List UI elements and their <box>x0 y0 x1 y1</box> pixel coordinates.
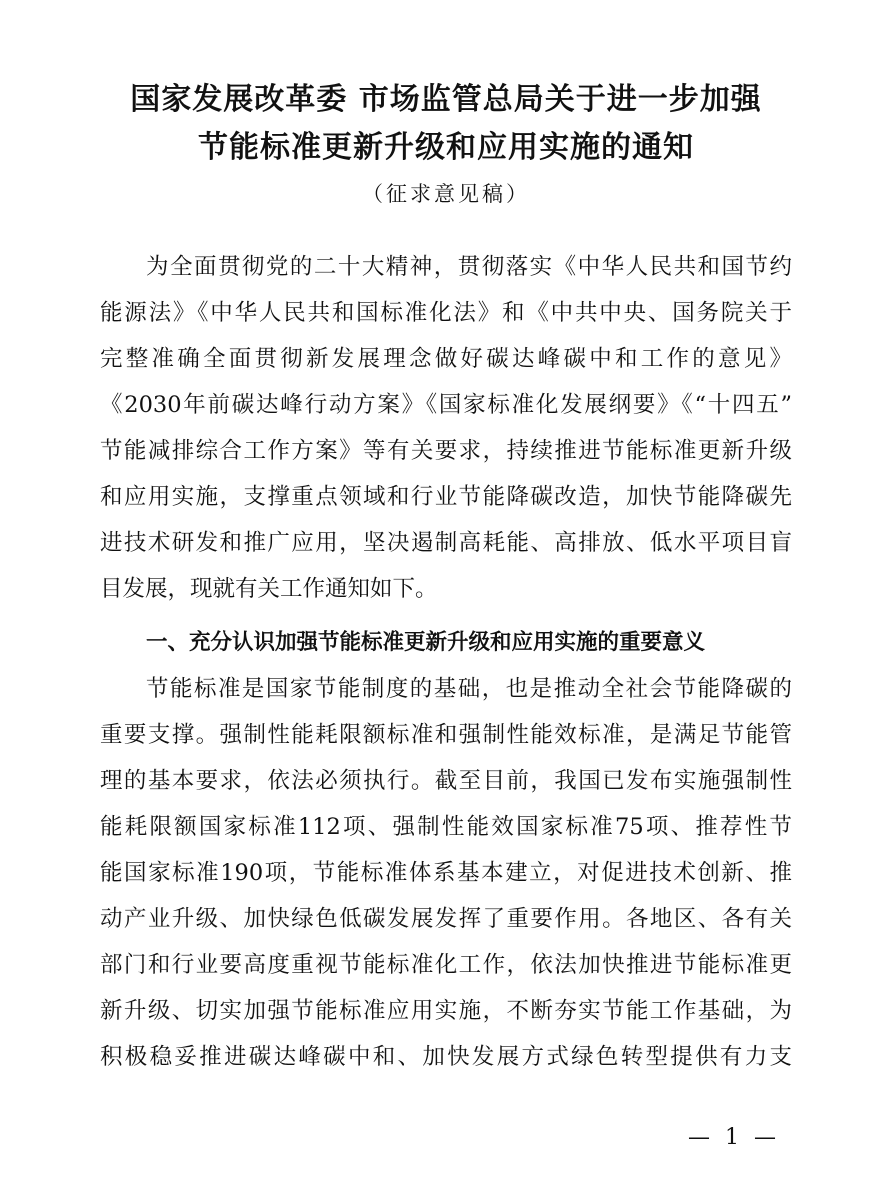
paragraph-line: 进技术研发和推广应用，坚决遏制高耗能、高排放、低水平项目盲 <box>100 530 792 556</box>
paragraph-line: 新升级、切实加强节能标准应用实施，不断夯实节能工作基础，为 <box>100 998 792 1024</box>
paragraph-line: 节能标准是国家节能制度的基础，也是推动全社会节能降碳的 <box>146 676 792 702</box>
section-heading-1: 一、充分认识加强节能标准更新升级和应用实施的重要意义 <box>146 630 706 655</box>
paragraph-line: 节能减排综合工作方案》等有关要求，持续推进节能标准更新升级 <box>100 438 792 464</box>
document-subtitle: （征求意见稿） <box>362 182 530 206</box>
paragraph-line: 能源法》《中华人民共和国标准化法》和《中共中央、国务院关于 <box>100 300 792 326</box>
paragraph-line: 目发展，现就有关工作通知如下。 <box>100 576 438 602</box>
paragraph-line: 重要支撑。强制性能耗限额标准和强制性能效标准，是满足节能管 <box>100 722 792 748</box>
paragraph-line: 理的基本要求，依法必须执行。截至目前，我国已发布实施强制性 <box>100 768 792 794</box>
page-number: — 1 — <box>688 1125 780 1150</box>
paragraph-line: 完整准确全面贯彻新发展理念做好碳达峰碳中和工作的意见》 <box>100 346 792 372</box>
paragraph-line: 积极稳妥推进碳达峰碳中和、加快发展方式绿色转型提供有力支 <box>100 1044 792 1070</box>
paragraph-section1 <box>100 666 792 1080</box>
paragraph-line: 能耗限额国家标准112项、强制性能效国家标准75项、推荐性节 <box>100 814 792 840</box>
paragraph-line: 《2030年前碳达峰行动方案》《国家标准化发展纲要》《“十四五” <box>100 392 792 418</box>
document-title-line2: 节能标准更新升级和应用实施的通知 <box>198 130 694 165</box>
paragraph-line: 和应用实施，支撑重点领域和行业节能降碳改造，加快节能降碳先 <box>100 484 792 510</box>
paragraph-line: 部门和行业要高度重视节能标准化工作，依法加快推进节能标准更 <box>100 952 792 978</box>
paragraph-line: 为全面贯彻党的二十大精神，贯彻落实《中华人民共和国节约 <box>146 254 792 280</box>
paragraph-intro <box>100 244 792 612</box>
paragraph-line: 动产业升级、加快绿色低碳发展发挥了重要作用。各地区、各有关 <box>100 906 792 932</box>
paragraph-line: 能国家标准190项，节能标准体系基本建立，对促进技术创新、推 <box>100 860 792 886</box>
document-title-line1: 国家发展改革委 市场监管总局关于进一步加强 <box>130 82 762 117</box>
